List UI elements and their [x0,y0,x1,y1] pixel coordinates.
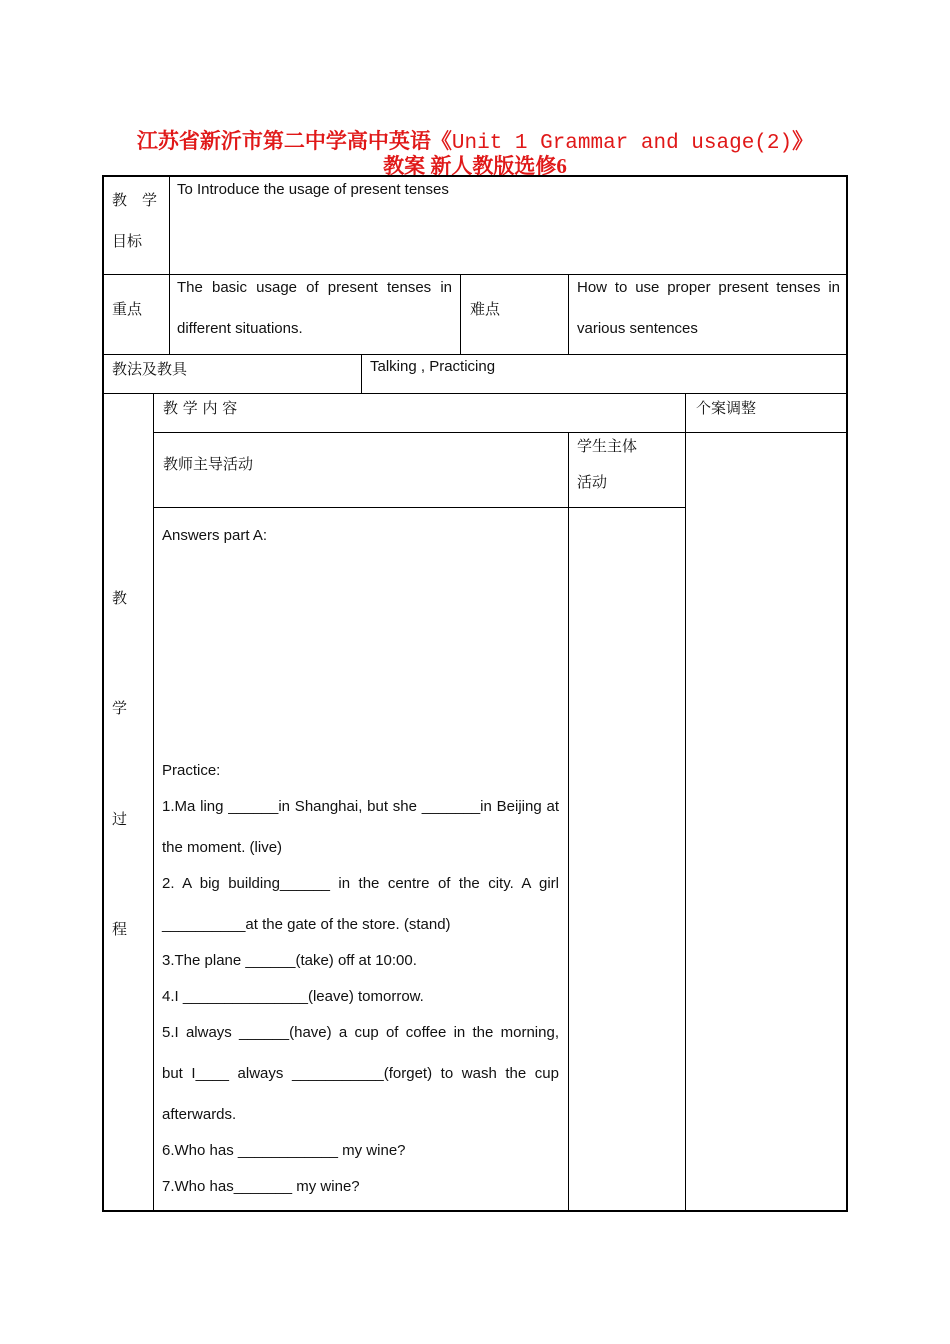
document-title-line-2: 教案 新人教版选修6 [383,154,567,178]
practice-item-6: 6.Who has ____________ my wine? [162,1142,406,1159]
col-divider [153,393,154,1210]
goal-label-top: 教 学 [112,191,158,209]
practice-item-5c: afterwards. [162,1106,237,1123]
col-divider [361,354,362,393]
practice-item-1a: 1.Ma ling ______in Shanghai, but she _______in Beijing at [162,798,559,815]
teacher-activity-header: 教师主导活动 [163,455,254,473]
title-prefix: 江苏省新沂市第二中学高中英语《 [136,129,452,153]
difficulties-line-1: How to use proper present tenses in [577,279,840,296]
practice-item-5b: but I____ always ___________(forget) to wash the cup [162,1065,559,1082]
content-header: 教 学 内 容 [163,399,238,417]
practice-item-5a: 5.I always ______(have) a cup of coffee in the morning, [162,1024,559,1041]
row-divider [104,354,846,355]
key-points-line-1: The basic usage of present tenses in [177,279,452,296]
practice-item-1b: the moment. (live) [162,839,283,856]
title-suffix: 》 [792,129,814,153]
difficulties-line-2: various sentences [577,320,698,337]
process-char-3: 过 [112,810,128,828]
process-char-2: 学 [112,699,128,717]
row-divider [104,274,846,275]
key-points-label: 重点 [112,300,143,318]
practice-label: Practice: [162,762,221,779]
key-points-line-2: different situations. [177,320,303,337]
answers-label: Answers part A: [162,527,268,544]
lesson-plan-table [102,175,848,1212]
student-activity-header-1: 学生主体 [577,437,638,455]
student-activity-header-2: 活动 [577,473,608,491]
title-unit: Unit 1 Grammar and usage(2) [451,132,793,155]
difficulties-label: 难点 [470,300,501,318]
col-divider [169,177,170,354]
adjust-header: 个案调整 [696,399,757,417]
col-divider [685,393,686,1210]
goal-content: To Introduce the usage of present tenses [177,181,449,198]
method-label: 教法及教具 [112,360,188,378]
col-divider [460,274,461,354]
col-divider [568,432,569,1210]
col-divider [568,274,569,354]
row-divider [153,432,846,433]
practice-item-2b: __________at the gate of the store. (stand) [162,916,451,933]
method-content: Talking , Practicing [370,358,496,375]
practice-item-4: 4.I _______________(leave) tomorrow. [162,988,424,1005]
practice-item-3: 3.The plane ______(take) off at 10:00. [162,952,417,969]
row-divider [153,507,686,508]
practice-item-7: 7.Who has_______ my wine? [162,1178,360,1195]
row-divider [104,393,846,394]
goal-label-bottom: 目标 [112,232,143,250]
process-char-1: 教 [112,589,128,607]
practice-item-2a: 2. A big building______ in the centre of the city. A girl [162,875,559,892]
process-char-4: 程 [112,920,128,938]
